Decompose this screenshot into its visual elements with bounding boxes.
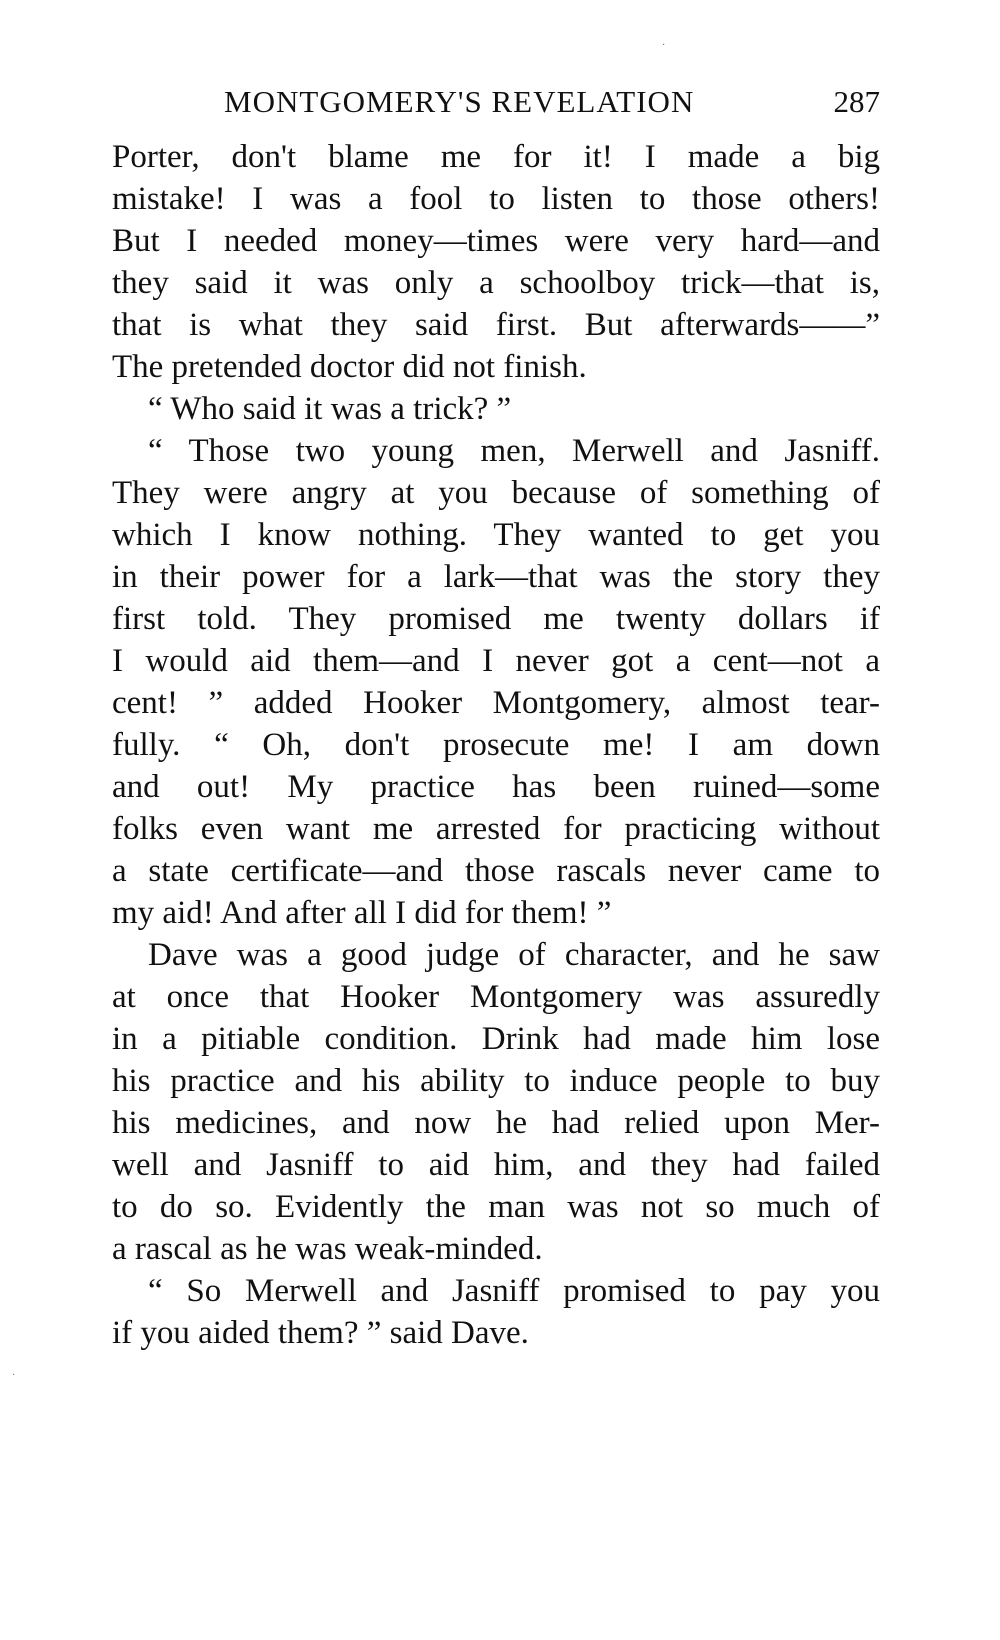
text-line: “ So Merwell and Jasniff promised to pay you xyxy=(148,1273,880,1309)
running-head xyxy=(112,80,880,124)
text-line: Porter, don't blame me for it! I made a big xyxy=(112,139,880,175)
text-line: folks even want me arrested for practicing without xyxy=(112,811,880,847)
body-text xyxy=(112,136,880,1354)
text-line: in a pitiable condition. Drink had made him lose xyxy=(112,1021,880,1057)
text-line: Dave was a good judge of character, and he saw xyxy=(148,937,880,973)
text-line: his practice and his ability to induce people to buy xyxy=(112,1063,880,1099)
book-page xyxy=(112,80,880,1354)
text-line: that is what they said first. But afterwards——” xyxy=(112,307,880,343)
text-line: They were angry at you because of something of xyxy=(112,475,880,511)
text-line: The pretended doctor did not finish. xyxy=(112,349,587,385)
text-line: first told. They promised me twenty dollars if xyxy=(112,601,880,637)
text-line: well and Jasniff to aid him, and they had failed xyxy=(112,1147,880,1183)
scan-speck: · xyxy=(12,1370,16,1381)
text-line: fully. “ Oh, don't prosecute me! I am down xyxy=(112,727,880,763)
text-line: a rascal as he was weak-minded. xyxy=(112,1231,543,1267)
text-line: his medicines, and now he had relied upon Mer- xyxy=(112,1105,880,1141)
text-line: in their power for a lark—that was the story they xyxy=(112,559,880,595)
page-number: 287 xyxy=(833,84,880,119)
text-line: my aid! And after all I did for them! ” xyxy=(112,895,612,931)
text-line: cent! ” added Hooker Montgomery, almost tear- xyxy=(112,685,880,721)
text-line: if you aided them? ” said Dave. xyxy=(112,1315,529,1351)
text-line: and out! My practice has been ruined—some xyxy=(112,769,880,805)
text-line: which I know nothing. They wanted to get you xyxy=(112,517,880,553)
text-line: at once that Hooker Montgomery was assuredly xyxy=(112,979,880,1015)
text-line: mistake! I was a fool to listen to those others! xyxy=(112,181,880,217)
text-line: I would aid them—and I never got a cent—not a xyxy=(112,643,880,679)
text-line: “ Who said it was a trick? ” xyxy=(148,391,512,427)
text-line: a state certificate—and those rascals never came to xyxy=(112,853,880,889)
text-line: to do so. Evidently the man was not so much of xyxy=(112,1189,880,1225)
running-title: MONTGOMERY'S REVELATION xyxy=(224,84,695,119)
scan-speck: · xyxy=(662,40,666,51)
text-line: “ Those two young men, Merwell and Jasniff. xyxy=(148,433,880,469)
text-line: But I needed money—times were very hard—and xyxy=(112,223,880,259)
text-line: they said it was only a schoolboy trick—that is, xyxy=(112,265,880,301)
